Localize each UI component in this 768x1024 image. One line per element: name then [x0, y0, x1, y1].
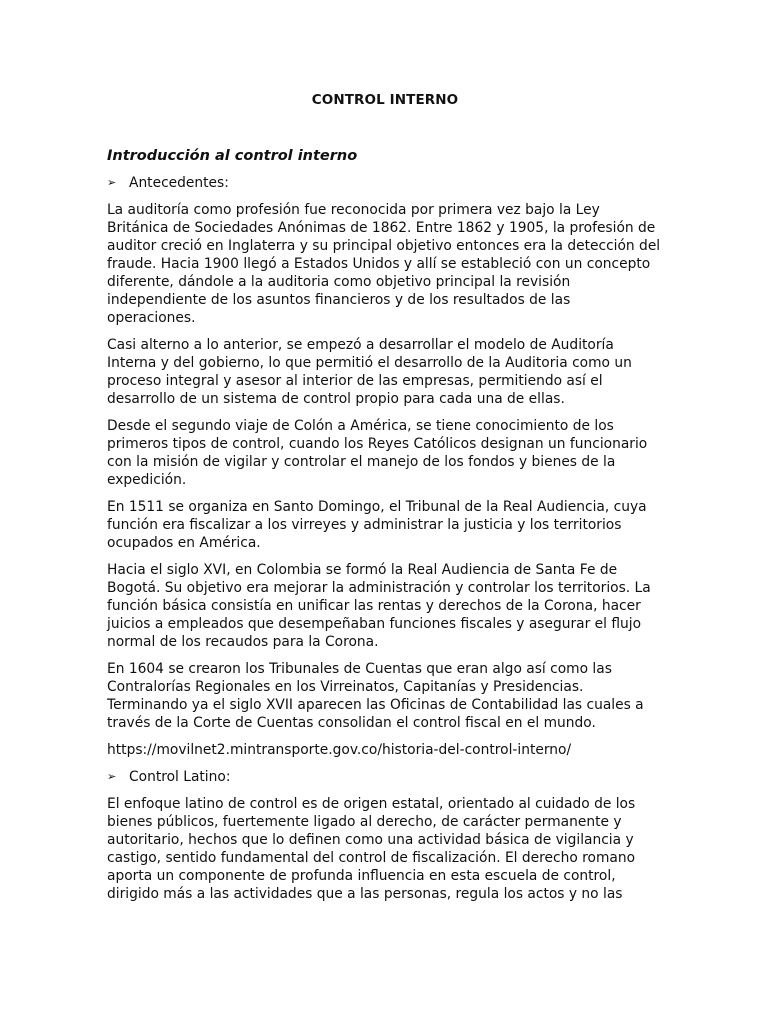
- document-body: [107, 90, 663, 912]
- arrow-bullet-icon: ➢: [107, 176, 117, 189]
- paragraph: La auditoría como profesión fue reconocida por primera vez bajo la Ley Británica de Sociedades Anónimas de 1862. Entre 1862 y 1905, la profesión de auditor creció en Inglaterra y su principal objetivo entonces era la detección del fraude. Hacia 1900 llegó a Estados Unidos y allí se estableció con un concepto diferente, dándole a la auditoria como objetivo principal la revisión independiente de los asuntos financieros y de los resultados de las operaciones.: [107, 202, 661, 326]
- paragraph: En 1604 se crearon los Tribunales de Cuentas que eran algo así como las Contralorías Regionales en los Virreinatos, Capitanías y Presidencias. Terminando ya el siglo XVII aparecen las Oficinas de Contabilidad las cuales a través de la Corte de Cuentas consolidan el control fiscal en el mundo.: [107, 661, 644, 731]
- paragraph: Hacia el siglo XVI, en Colombia se formó la Real Audiencia de Santa Fe de Bogotá. Su objetivo era mejorar la administración y controlar los territorios. La función básica consistía en unificar las rentas y derechos de la Corona, hacer juicios a empleados que desempeñaban funciones fiscales y asegurar el flujo normal de los recaudos para la Corona.: [107, 562, 651, 650]
- document-title: CONTROL INTERNO: [311, 92, 459, 108]
- bullet-label: Antecedentes:: [129, 175, 229, 191]
- paragraph: Casi alterno a lo anterior, se empezó a desarrollar el modelo de Auditoría Interna y del gobierno, lo que permitió el desarrollo de la Auditoria como un proceso integral y asesor al interior de las empresas, permitiendo así el desarrollo de un sistema de control propio para cada una de ellas.: [107, 337, 632, 407]
- paragraph: Desde el segundo viaje de Colón a América, se tiene conocimiento de los primeros tipos de control, cuando los Reyes Católicos designan un funcionario con la misión de vigilar y controlar el manejo de los fondos y bienes de la expedición.: [107, 418, 648, 488]
- paragraph: El enfoque latino de control es de origen estatal, orientado al cuidado de los bienes públicos, fuertemente ligado al derecho, de carácter permanente y autoritario, hechos que lo definen como una actividad básica de vigilancia y castigo, sentido fundamental del control de fiscalización. El derecho romano aporta un componente de profunda influencia en esta escuela de control, dirigido más a las actividades que a las personas, regula los actos y no las: [107, 796, 636, 902]
- bullet-label: Control Latino:: [129, 769, 231, 785]
- paragraph: En 1511 se organiza en Santo Domingo, el Tribunal de la Real Audiencia, cuya función era fiscalizar a los virreyes y administrar la justicia y los territorios ocupados en América.: [107, 499, 647, 551]
- section-heading: Introducción al control interno: [107, 148, 358, 164]
- bullet-item-control-latino: [107, 768, 663, 786]
- arrow-bullet-icon: ➢: [107, 770, 117, 783]
- source-url: https://movilnet2.mintransporte.gov.co/historia-del-control-interno/: [107, 742, 572, 758]
- bullet-item-antecedentes: [107, 174, 663, 192]
